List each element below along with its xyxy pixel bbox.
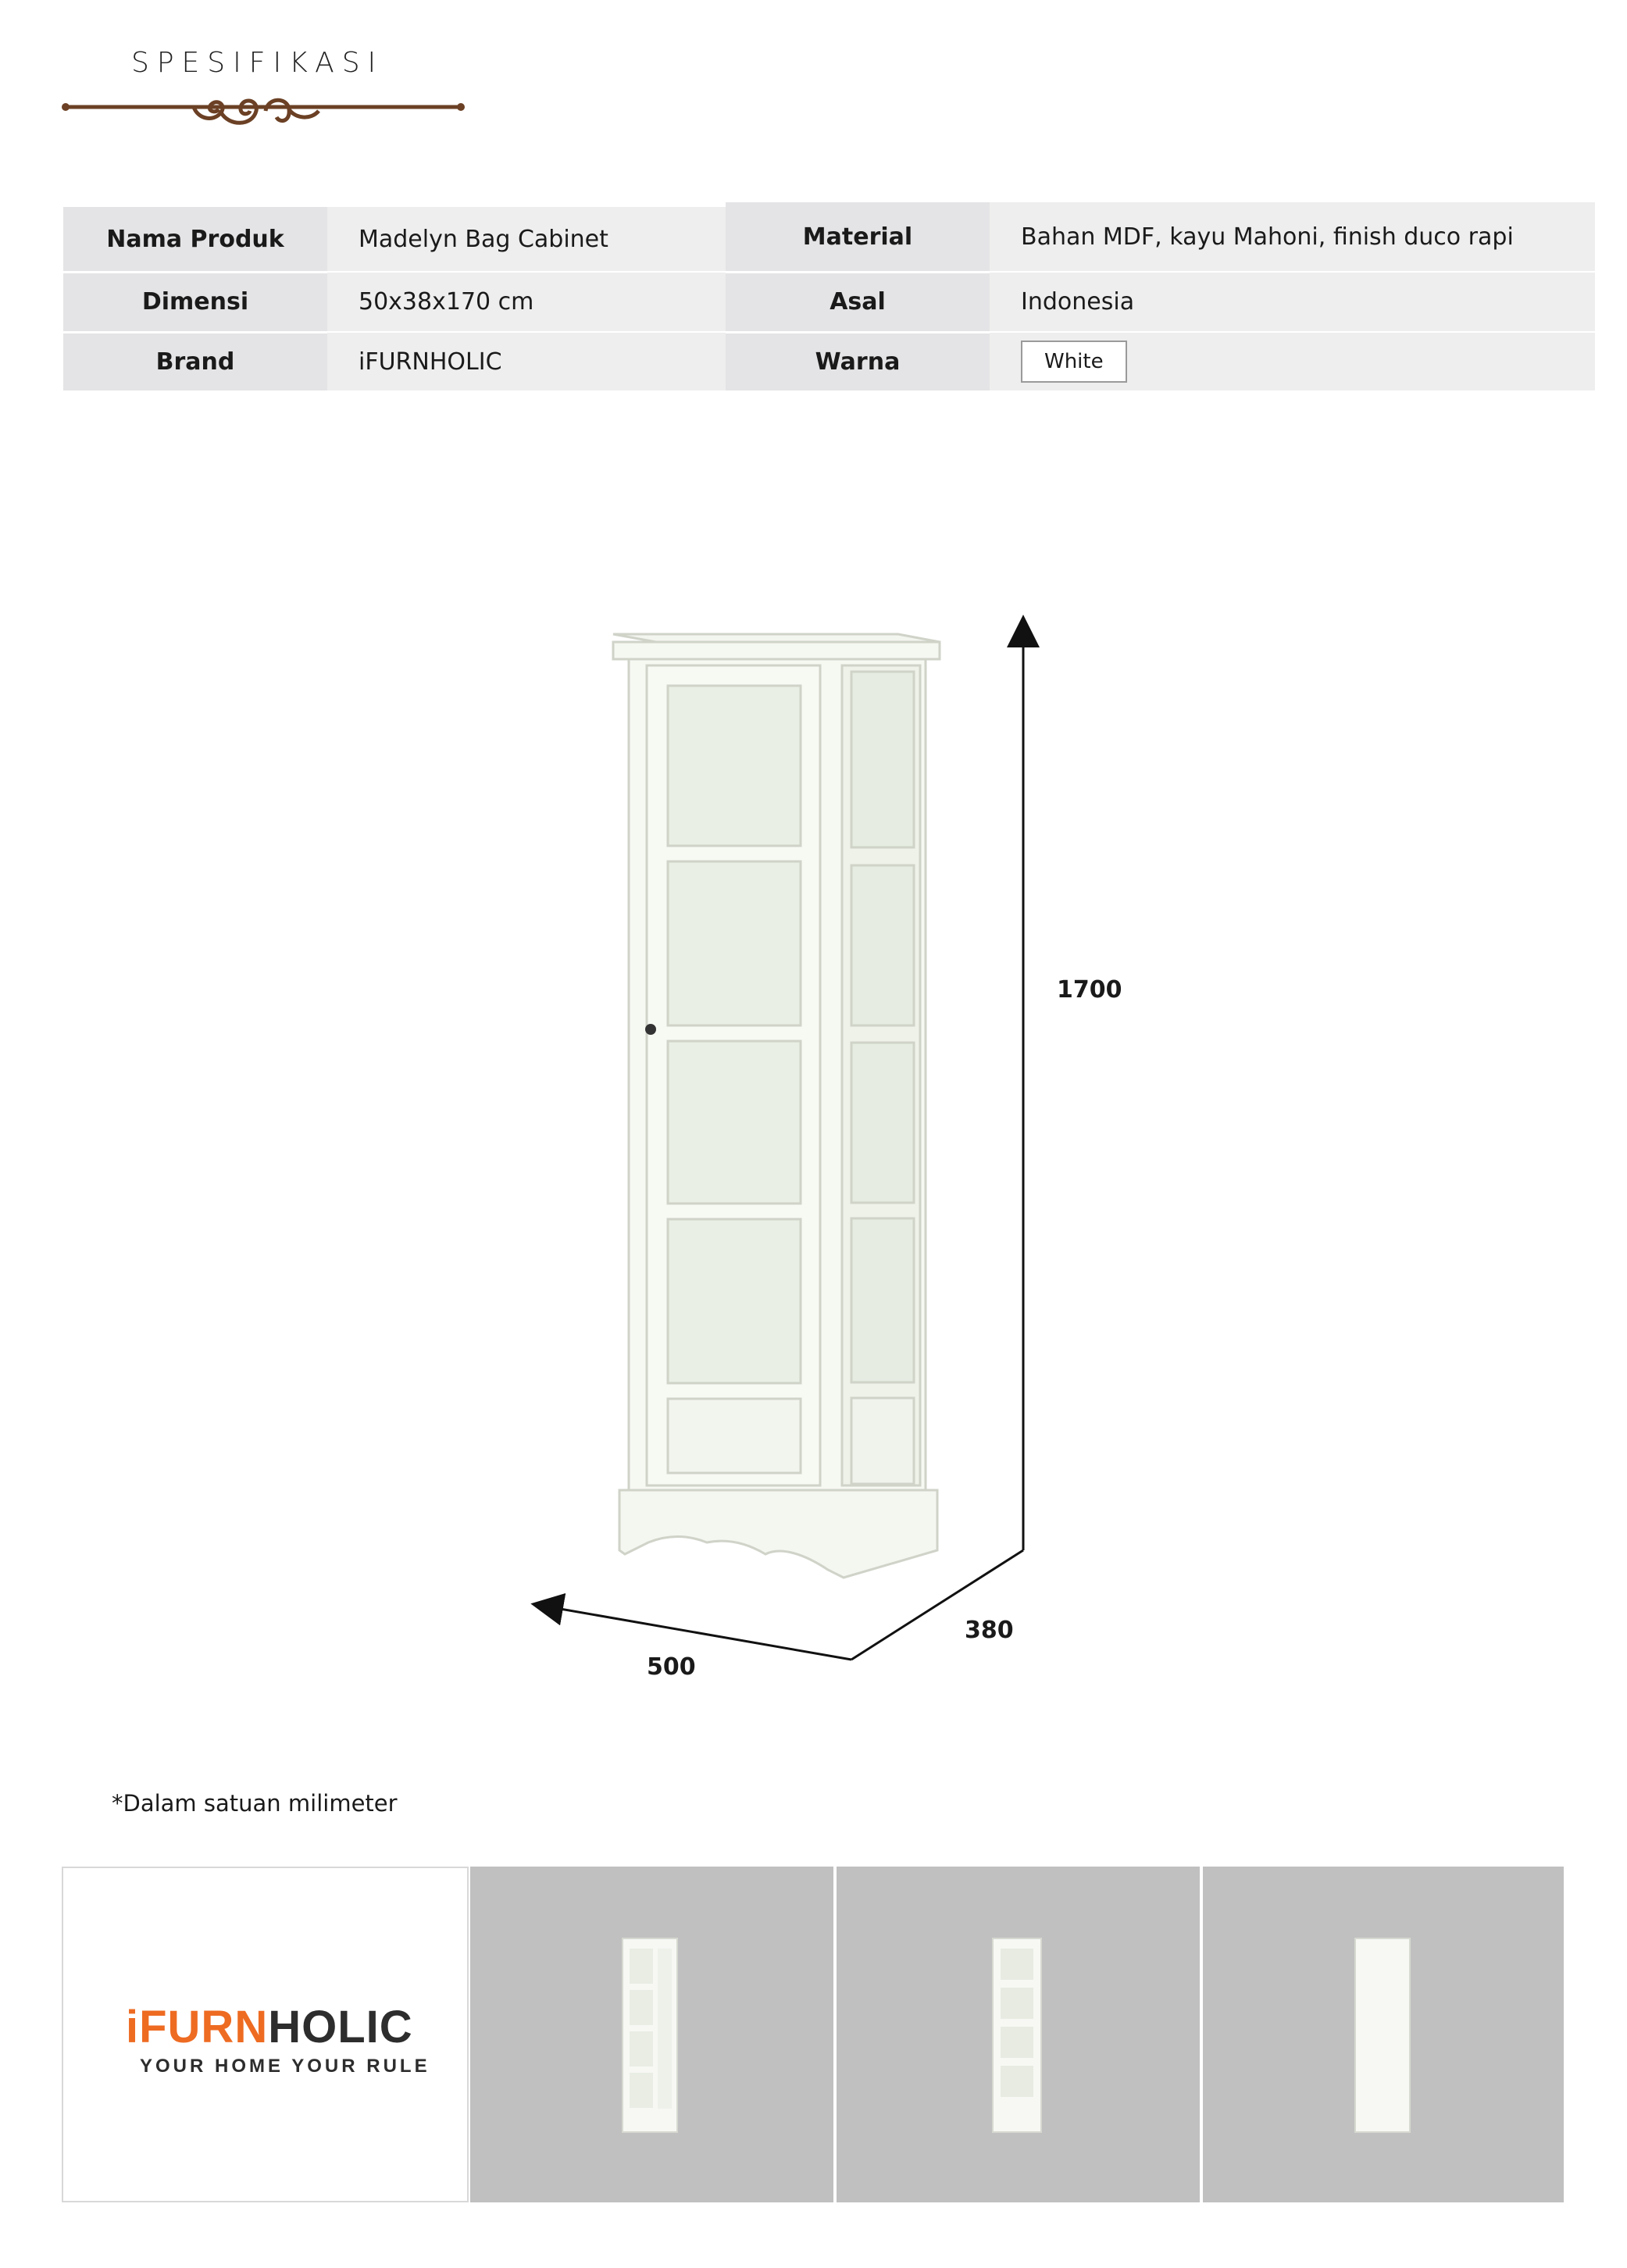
label-nama-produk: Nama Produk [63, 207, 327, 271]
label-warna: Warna [726, 333, 990, 390]
color-swatch-white: White [1021, 341, 1127, 383]
value-material: Bahan MDF, kayu Mahoni, finish duco rapi [990, 202, 1595, 271]
width-label: 500 [647, 1653, 696, 1681]
label-material: Material [726, 202, 990, 271]
cabinet-drawing [613, 634, 940, 1578]
value-nama-produk: Madelyn Bag Cabinet [327, 207, 757, 271]
logo-part-1: iFURN [126, 2002, 269, 2052]
cabinet-back-thumbnail-image [1203, 1867, 1564, 2202]
thumbnail-back[interactable] [1203, 1867, 1564, 2202]
width-dimension-line [547, 1606, 851, 1660]
brand-logo-panel [62, 1867, 469, 2202]
brand-logo [126, 2001, 413, 2053]
label-dimensi: Dimensi [63, 273, 327, 331]
value-asal: Indonesia [990, 273, 1595, 331]
unit-note: *Dalam satuan milimeter [112, 1790, 398, 1817]
depth-label: 380 [965, 1617, 1014, 1644]
value-dimensi: 50x38x170 cm [327, 273, 757, 331]
thumbnail-side[interactable] [837, 1867, 1200, 2202]
cabinet-side-thumbnail-image [837, 1867, 1200, 2202]
height-label: 1700 [1057, 976, 1122, 1004]
value-brand: iFURNHOLIC [327, 333, 757, 390]
brand-tagline: YOUR HOME YOUR RULE [140, 2056, 430, 2077]
label-asal: Asal [726, 273, 990, 331]
logo-part-2: HOLIC [268, 2002, 413, 2052]
label-brand: Brand [63, 333, 327, 390]
door-knob [645, 1024, 656, 1035]
thumbnail-front[interactable] [470, 1867, 833, 2202]
cabinet-front-thumbnail-image [470, 1867, 833, 2202]
page-title: SPESIFIKASI [131, 47, 384, 79]
